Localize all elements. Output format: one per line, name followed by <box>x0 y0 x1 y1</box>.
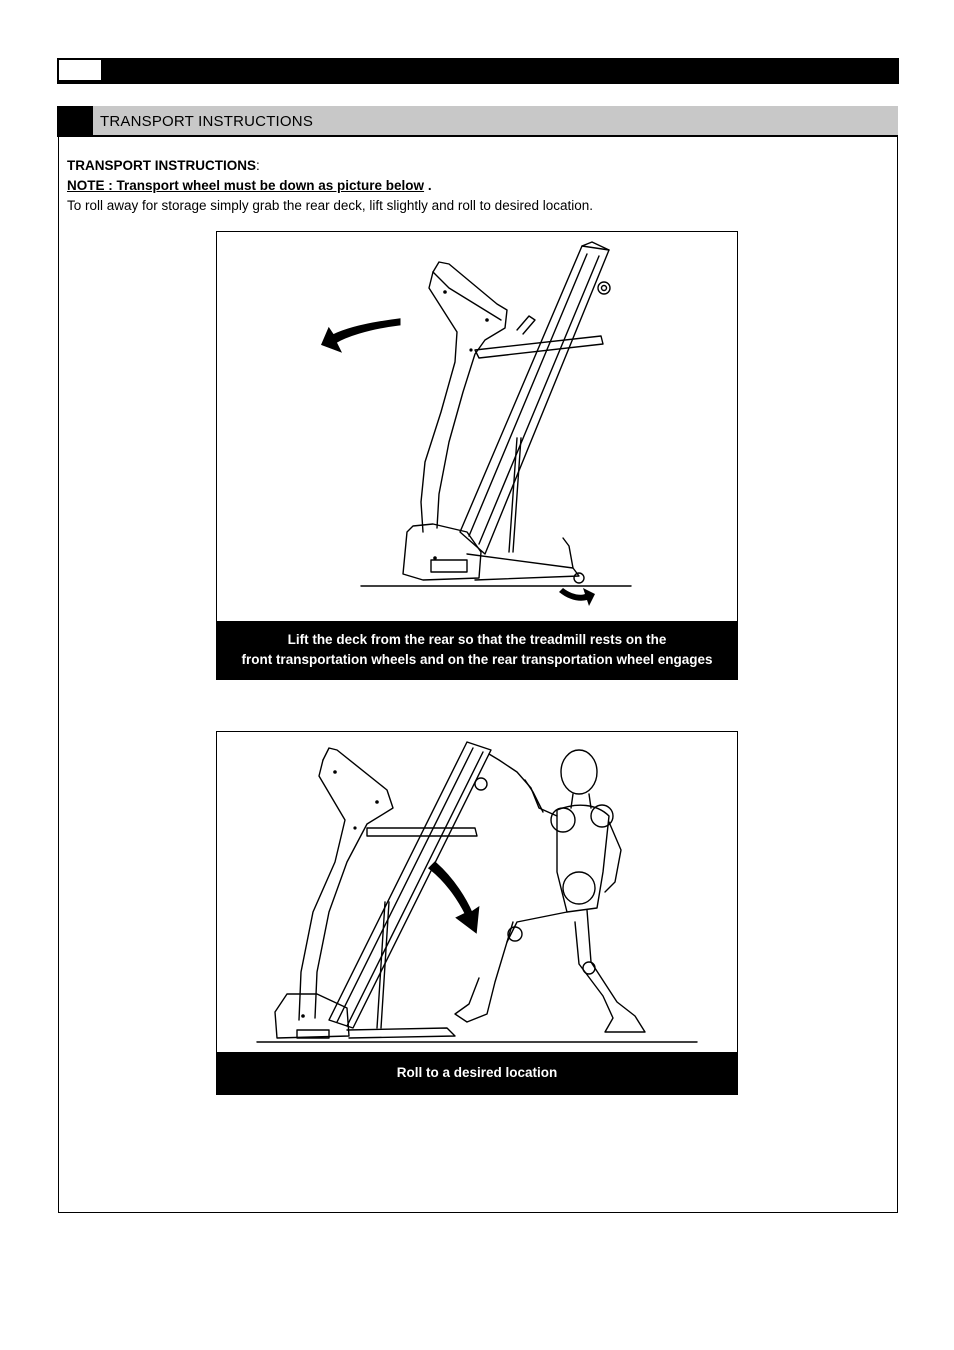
treadmill-lift-illustration <box>217 232 737 622</box>
lift-arrow-icon <box>323 320 399 350</box>
instructions-heading-colon: : <box>256 158 260 173</box>
roll-arrow-icon <box>431 864 477 930</box>
section-marker <box>57 106 93 135</box>
instructions-text <box>67 156 593 216</box>
figure-lift-deck <box>216 231 738 680</box>
note-line <box>67 176 593 196</box>
figure-roll-caption: Roll to a desired location <box>217 1052 737 1094</box>
section-header <box>57 106 898 137</box>
figure-lift-caption <box>217 621 737 679</box>
figure-roll-treadmill <box>216 731 738 1095</box>
caption-line-2: front transportation wheels and on the rear transportation wheel engages <box>241 652 713 667</box>
page-header-bar <box>57 58 899 84</box>
instructions-heading-line <box>67 156 593 176</box>
transport-note: NOTE : Transport wheel must be down as picture below <box>67 178 425 193</box>
treadmill-roll-illustration <box>217 732 737 1052</box>
instructions-body: To roll away for storage simply grab the rear deck, lift slightly and roll to desired location. <box>67 198 593 213</box>
page-number-box <box>59 60 101 80</box>
caption-line-1: Lift the deck from the rear so that the treadmill rests on the <box>287 632 667 647</box>
instructions-heading: TRANSPORT INSTRUCTIONS <box>67 158 256 173</box>
note-period: . <box>424 178 432 193</box>
wheel-rotate-arrow-icon <box>559 588 595 606</box>
section-title: TRANSPORT INSTRUCTIONS <box>100 113 314 130</box>
